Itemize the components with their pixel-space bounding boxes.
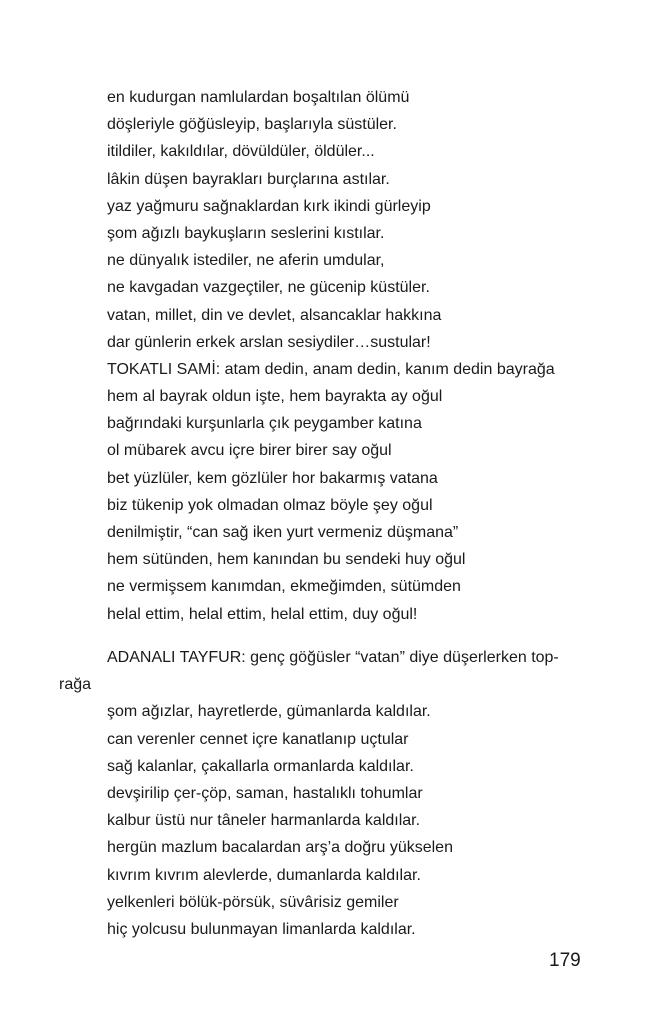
verse-line: itildiler, kakıldılar, dövüldüler, öldüler... — [107, 143, 375, 161]
verse-line: yaz yağmuru sağnaklardan kırk ikindi gürleyip — [107, 197, 431, 215]
verse-line: lâkin düşen bayrakları burçlarına astılar. — [107, 170, 390, 188]
verse-line: hergün mazlum bacalardan arş’a doğru yükselen — [107, 839, 453, 857]
verse-line: şom ağızlı baykuşların seslerini kıstılar. — [107, 224, 385, 242]
verse-line: şom ağızlar, hayretlerde, gümanlarda kaldılar. — [107, 703, 431, 721]
stanza-1 — [107, 84, 607, 628]
verse-line: hem sütünden, hem kanından bu sendeki huy oğul — [107, 551, 466, 569]
verse-line: bağrındaki kurşunlarla çık peygamber katına — [107, 415, 422, 433]
verse-line: yelkenleri bölük-pörsük, süvârisiz gemiler — [107, 893, 399, 911]
verse-line: helal ettim, helal ettim, helal ettim, duy oğul! — [107, 605, 418, 623]
verse-line-speaker: ADANALI TAYFUR: genç göğüsler “vatan” diye düşerlerken top- — [107, 649, 559, 666]
verse-line: ol mübarek avcu içre birer birer say oğul — [107, 442, 392, 460]
verse-line: döşleriyle göğüsleyip, başlarıyla süstüler. — [107, 116, 397, 134]
verse-line: en kudurgan namlulardan boşaltılan ölümü — [107, 89, 410, 106]
verse-line: ne vermişsem kanımdan, ekmeğimden, sütümden — [107, 578, 461, 596]
verse-line: can verenler cennet içre kanatlanıp uçtular — [107, 730, 409, 748]
verse-line: devşirilip çer-çöp, saman, hastalıklı tohumlar — [107, 784, 423, 802]
verse-line: kalbur üstü nur tâneler harmanlarda kaldılar. — [107, 812, 421, 830]
verse-line: ne dünyalık istediler, ne aferin umdular, — [107, 252, 385, 270]
verse-line: vatan, millet, din ve devlet, alsancaklar hakkına — [107, 306, 442, 324]
stanza-2 — [59, 644, 607, 943]
verse-line: hiç yolcusu bulunmayan limanlarda kaldılar. — [107, 920, 416, 938]
verse-line: bet yüzlüler, kem gözlüler hor bakarmış vatana — [107, 469, 438, 487]
verse-line-speaker: TOKATLI SAMİ: atam dedin, anam dedin, kanım dedin bayrağa — [107, 360, 555, 378]
verse-line-continuation: rağa — [59, 676, 92, 694]
verse-line: biz tükenip yok olmadan olmaz böyle şey oğul — [107, 496, 433, 514]
verse-line: ne kavgadan vazgeçtiler, ne gücenip küstüler. — [107, 279, 430, 297]
verse-line: kıvrım kıvrım alevlerde, dumanlarda kaldılar. — [107, 866, 421, 884]
verse-line: hem al bayrak oldun işte, hem bayrakta ay oğul — [107, 388, 443, 406]
verse-line: dar günlerin erkek arslan sesiydiler…sustular! — [107, 333, 431, 351]
page-number: 179 — [549, 950, 581, 971]
verse-line: denilmiştir, “can sağ iken yurt vermeniz düşmana” — [107, 524, 459, 541]
verse-line: sağ kalanlar, çakallarla ormanlarda kaldılar. — [107, 757, 414, 775]
